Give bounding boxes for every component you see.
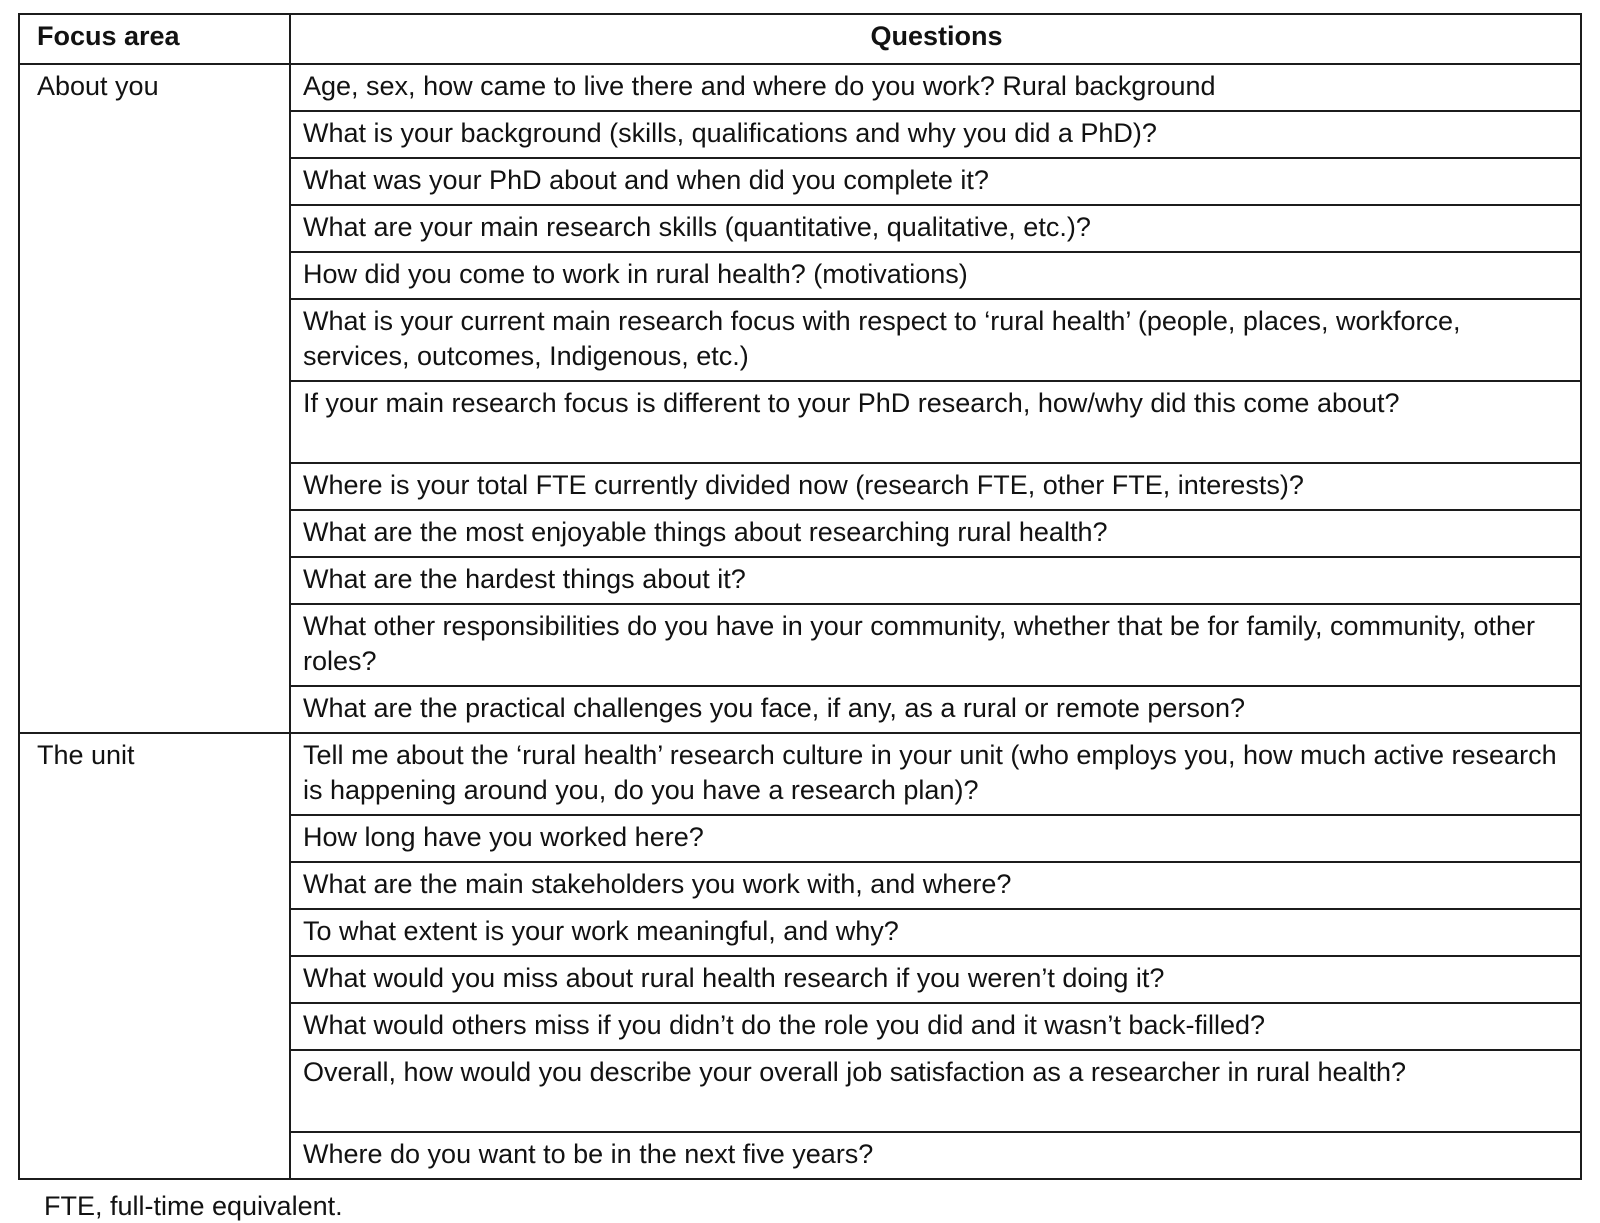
question-cell: Tell me about the ‘rural health’ research culture in your unit (who employs you, how much active research is happening around you, do you have a research plan)? — [290, 733, 1581, 815]
column-header-questions: Questions — [290, 14, 1581, 64]
question-cell: What is your current main research focus with respect to ‘rural health’ (people, places, workforce, services, outcomes, Indigenous, etc.) — [290, 299, 1581, 381]
question-cell: What are the practical challenges you face, if any, as a rural or remote person? — [290, 686, 1581, 733]
question-cell: What would others miss if you didn’t do the role you did and it wasn’t back-filled? — [290, 1003, 1581, 1050]
table-row — [19, 64, 1581, 111]
focus-area-cell-the-unit: The unit — [19, 733, 290, 1179]
question-cell: What are the hardest things about it? — [290, 557, 1581, 604]
question-cell: How did you come to work in rural health? (motivations) — [290, 252, 1581, 299]
question-cell: To what extent is your work meaningful, and why? — [290, 909, 1581, 956]
question-cell: What are the most enjoyable things about researching rural health? — [290, 510, 1581, 557]
table-header-row — [19, 14, 1581, 64]
question-cell: What would you miss about rural health research if you weren’t doing it? — [290, 956, 1581, 1003]
question-cell: What are your main research skills (quantitative, qualitative, etc.)? — [290, 205, 1581, 252]
column-header-focus-area: Focus area — [19, 14, 290, 64]
interview-guide-table — [18, 13, 1582, 1180]
question-cell: How long have you worked here? — [290, 815, 1581, 862]
question-cell: Overall, how would you describe your overall job satisfaction as a researcher in rural health? — [290, 1050, 1581, 1132]
question-cell: Where do you want to be in the next five years? — [290, 1132, 1581, 1179]
question-cell: What is your background (skills, qualifications and why you did a PhD)? — [290, 111, 1581, 158]
table-row — [19, 733, 1581, 815]
focus-area-cell-about-you: About you — [19, 64, 290, 733]
question-cell: What are the main stakeholders you work with, and where? — [290, 862, 1581, 909]
table-footnote: FTE, full-time equivalent. — [44, 1191, 343, 1221]
question-cell: Where is your total FTE currently divided now (research FTE, other FTE, interests)? — [290, 463, 1581, 510]
question-cell: If your main research focus is different to your PhD research, how/why did this come about? — [290, 381, 1581, 463]
question-cell: Age, sex, how came to live there and where do you work? Rural background — [290, 64, 1581, 111]
question-cell: What other responsibilities do you have in your community, whether that be for family, community, other roles? — [290, 604, 1581, 686]
question-cell: What was your PhD about and when did you complete it? — [290, 158, 1581, 205]
